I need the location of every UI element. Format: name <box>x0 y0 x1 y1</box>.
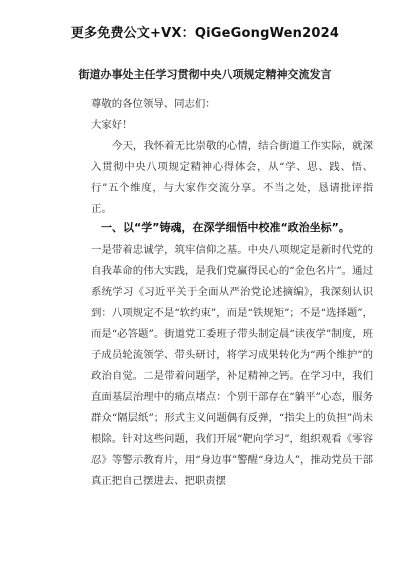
watermark-header: 更多免费公文+VX：QiGeGongWen2024 <box>70 26 340 41</box>
greeting: 大家好！ <box>91 119 133 131</box>
section-1-paragraph: 一是带着忠诚学，筑牢信仰之基。中央八项规定是新时代党的自我革命的伟大实践，是我们党赢得民心的“金色名片”。通过系统学习《习近平关于全面从严治党论述摘编》，我深刻认识到：八项规定不是“软约束”，而是“铁规矩”；不是“选择题”，而是“必答题”。街道党工委班子带头制定晨“读夜学”制度，班子成员轮流领学、带头研讨，将学习成果转化为“两个维护”的政治自觉。二是带着问题学，补足精神之钙。在学习中，我们直面基层治理中的痛点堵点：个别干部存在“躺平”心态，服务群众“隔层纸”；形式主义问题偶有反弹，“指尖上的负担”尚未根除。针对这些问题，我们开展“靶向学习”，组织观看《零容忍》等警示教育片，用“身边事”警醒“身边人”，推动党员干部真正把自己摆进去、把职责摆 <box>91 244 373 487</box>
intro-paragraph: 今天，我怀着无比崇敬的心情，结合街道工作实际，就深入贯彻中央八项规定精神心得体会，从“学、思、践、悟、行”五个维度，与大家作交流分享。不当之处，恳请批评指正。 <box>91 140 373 215</box>
section-heading-1: 一、以“学”铸魂，在深学细悟中校准“政治坐标”。 <box>101 221 350 234</box>
document-title: 街道办事处主任学习贯彻中央八项规定精神交流发言 <box>78 68 332 81</box>
salutation: 尊敬的各位领导、同志们： <box>91 98 216 110</box>
